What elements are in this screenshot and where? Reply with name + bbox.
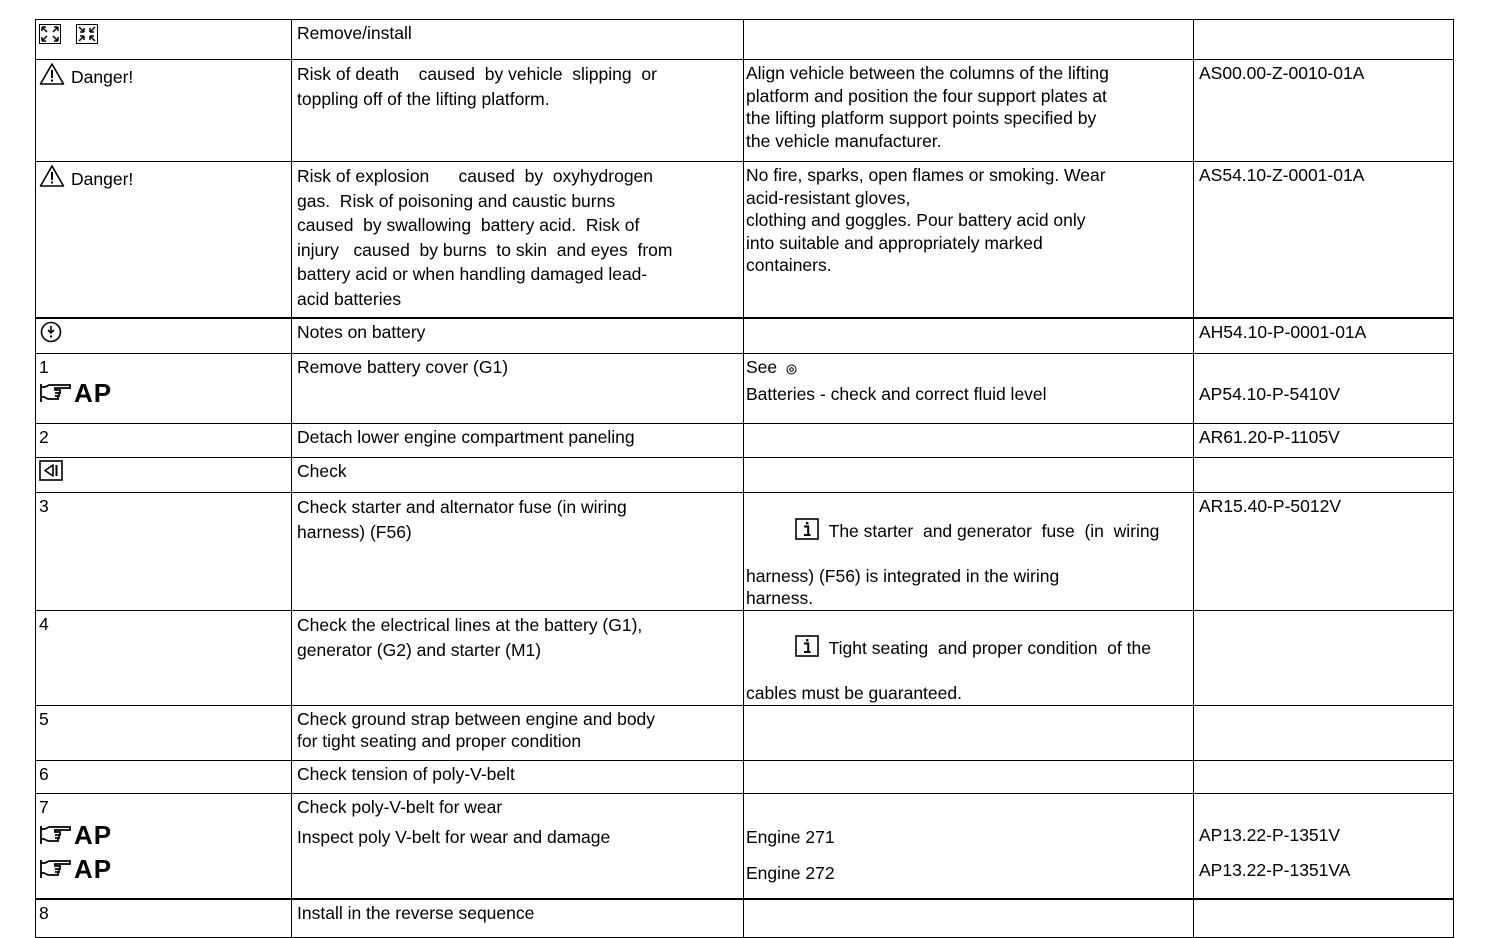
step-description: Install in the reverse sequence xyxy=(297,903,535,923)
step-cell xyxy=(36,610,292,705)
reference-link-icon[interactable] xyxy=(786,364,797,375)
check-flag-icon xyxy=(39,460,63,482)
step-reference-cell xyxy=(1194,705,1454,760)
table-row xyxy=(36,493,1454,611)
step-note-cell xyxy=(744,318,1194,354)
step-description: Check xyxy=(297,461,347,481)
note-line: Tight seating and proper condition of the xyxy=(828,638,1151,658)
note-line: into suitable and appropriately marked xyxy=(746,232,1043,253)
description-line: acid batteries xyxy=(297,288,402,309)
step-description-cell xyxy=(292,899,744,937)
step-number: 5 xyxy=(39,708,49,729)
work-steps-table xyxy=(35,19,1454,938)
step-description-cell xyxy=(292,60,744,162)
reference-code: AS00.00-Z-0010-01A xyxy=(1199,63,1365,83)
note-line: the vehicle manufacturer. xyxy=(746,130,942,151)
step-description-cell xyxy=(292,760,744,793)
pointing-hand-icon xyxy=(39,381,73,405)
step-reference-cell xyxy=(1194,493,1454,611)
step-description-cell xyxy=(292,793,744,899)
step-note-cell xyxy=(744,760,1194,793)
note-circle-icon xyxy=(39,321,63,343)
note-line: harness. xyxy=(746,588,814,608)
step-note-cell xyxy=(744,20,1194,60)
table-row xyxy=(36,162,1454,318)
step-description: Remove/install xyxy=(297,23,412,43)
step-description-cell xyxy=(292,354,744,424)
note-line: clothing and goggles. Pour battery acid only xyxy=(746,210,1086,230)
description-line: Check ground strap between engine and body xyxy=(297,708,656,729)
step-description-cell xyxy=(292,610,744,705)
danger-label: Danger! xyxy=(71,169,134,189)
reference-code[interactable]: AP13.22-P-1351V xyxy=(1199,824,1341,845)
description-line: Risk of explosion caused by oxyhydrogen xyxy=(297,166,654,186)
engine-variant: Engine 272 xyxy=(746,863,835,883)
step-note-cell xyxy=(744,493,1194,611)
step-note-cell xyxy=(744,610,1194,705)
info-icon xyxy=(795,635,819,657)
ap-label: AP xyxy=(74,378,113,408)
note-line: The starter and generator fuse (in wiring xyxy=(828,520,1160,541)
table-row xyxy=(36,793,1454,899)
table-row xyxy=(36,705,1454,760)
step-reference-cell xyxy=(1194,162,1454,318)
step-description: Check poly-V-belt for wear xyxy=(297,796,503,817)
description-line: for tight seating and proper condition xyxy=(297,731,582,751)
engine-variant: Engine 271 xyxy=(746,826,835,847)
work-instruction-document xyxy=(35,19,1453,938)
step-note-cell xyxy=(744,793,1194,899)
description-line: caused by swallowing battery acid. Risk of xyxy=(297,215,640,235)
step-cell xyxy=(36,162,292,318)
step-subdescription: Inspect poly V-belt for wear and damage xyxy=(297,827,611,847)
step-cell xyxy=(36,318,292,354)
description-line: gas. Risk of poisoning and caustic burns xyxy=(297,190,616,211)
step-number: 7 xyxy=(39,796,49,817)
description-line: toppling off of the lifting platform. xyxy=(297,89,550,109)
reference-code[interactable]: AR61.20-P-1105V xyxy=(1199,427,1340,447)
step-reference-cell xyxy=(1194,20,1454,60)
step-reference-cell xyxy=(1194,318,1454,354)
step-reference-cell xyxy=(1194,610,1454,705)
table-row xyxy=(36,318,1454,354)
step-cell xyxy=(36,793,292,899)
description-line: harness) (F56) xyxy=(297,522,412,542)
remove-icon xyxy=(39,24,61,44)
table-row xyxy=(36,610,1454,705)
step-cell xyxy=(36,458,292,493)
step-description: Detach lower engine compartment paneling xyxy=(297,427,635,447)
note-line: containers. xyxy=(746,255,832,275)
reference-code: AH54.10-P-0001-01A xyxy=(1199,321,1367,342)
step-note-cell xyxy=(744,162,1194,318)
step-number: 6 xyxy=(39,763,49,784)
step-reference-cell xyxy=(1194,354,1454,424)
step-reference-cell xyxy=(1194,899,1454,937)
see-label: See xyxy=(746,357,778,377)
step-reference-cell xyxy=(1194,458,1454,493)
step-note-cell xyxy=(744,424,1194,458)
step-description: Check tension of poly-V-belt xyxy=(297,763,515,784)
step-description-cell xyxy=(292,318,744,354)
step-reference-cell xyxy=(1194,760,1454,793)
step-cell xyxy=(36,354,292,424)
note-line: Align vehicle between the columns of the lifting xyxy=(746,63,1109,83)
step-description-cell xyxy=(292,458,744,493)
note-line: No fire, sparks, open flames or smoking. Wear xyxy=(746,165,1106,185)
step-note-cell xyxy=(744,354,1194,424)
description-line: generator (G2) and starter (M1) xyxy=(297,639,542,660)
step-reference-cell xyxy=(1194,793,1454,899)
table-row xyxy=(36,20,1454,60)
description-line: battery acid or when handling damaged lead- xyxy=(297,264,648,284)
step-cell xyxy=(36,424,292,458)
ap-label: AP xyxy=(74,853,113,884)
note-line: acid-resistant gloves, xyxy=(746,187,911,208)
step-reference-cell xyxy=(1194,60,1454,162)
table-row xyxy=(36,899,1454,937)
note-line: harness) (F56) is integrated in the wiring xyxy=(746,565,1060,586)
description-line: injury caused by burns to skin and eyes from xyxy=(297,239,673,260)
table-row xyxy=(36,354,1454,424)
pointing-hand-icon xyxy=(39,823,73,847)
step-description-cell xyxy=(292,424,744,458)
step-note-cell xyxy=(744,60,1194,162)
step-cell xyxy=(36,899,292,937)
info-icon xyxy=(795,518,819,540)
table-row xyxy=(36,458,1454,493)
step-note-cell xyxy=(744,899,1194,937)
step-description-cell xyxy=(292,493,744,611)
step-description-cell xyxy=(292,20,744,60)
reference-code[interactable]: AR15.40-P-5012V xyxy=(1199,496,1342,516)
ap-label: AP xyxy=(74,819,113,850)
step-number: 2 xyxy=(39,427,49,447)
note-line: cables must be guaranteed. xyxy=(746,683,962,703)
description-line: Risk of death caused by vehicle slipping or xyxy=(297,64,657,84)
step-cell xyxy=(36,20,292,60)
step-description: Notes on battery xyxy=(297,321,426,342)
reference-code[interactable]: AP13.22-P-1351VA xyxy=(1199,860,1351,880)
step-cell xyxy=(36,705,292,760)
table-row xyxy=(36,760,1454,793)
step-description: Remove battery cover (G1) xyxy=(297,357,509,377)
step-number: 4 xyxy=(39,613,49,634)
step-note-cell xyxy=(744,705,1194,760)
step-cell xyxy=(36,60,292,162)
note-link-text[interactable]: Batteries - check and correct fluid level xyxy=(746,383,1047,404)
note-line: the lifting platform support points specified by xyxy=(746,108,1097,128)
description-line: Check starter and alternator fuse (in wiring xyxy=(297,497,627,517)
warning-triangle-icon xyxy=(39,62,65,86)
reference-code: AS54.10-Z-0001-01A xyxy=(1199,165,1365,185)
step-description-cell xyxy=(292,162,744,318)
step-number: 8 xyxy=(39,903,49,923)
install-icon xyxy=(76,24,98,44)
note-line: platform and position the four support plates at xyxy=(746,85,1107,106)
table-row xyxy=(36,60,1454,162)
step-description-cell xyxy=(292,705,744,760)
warning-triangle-icon xyxy=(39,164,65,188)
description-line: Check the electrical lines at the battery (G1), xyxy=(297,614,643,635)
step-cell xyxy=(36,760,292,793)
pointing-hand-icon xyxy=(39,857,73,881)
table-row xyxy=(36,424,1454,458)
step-cell xyxy=(36,493,292,611)
step-number: 3 xyxy=(39,496,49,516)
reference-code[interactable]: AP54.10-P-5410V xyxy=(1199,384,1341,404)
danger-label: Danger! xyxy=(71,67,134,87)
step-reference-cell xyxy=(1194,424,1454,458)
step-note-cell xyxy=(744,458,1194,493)
step-number: 1 xyxy=(39,357,49,377)
